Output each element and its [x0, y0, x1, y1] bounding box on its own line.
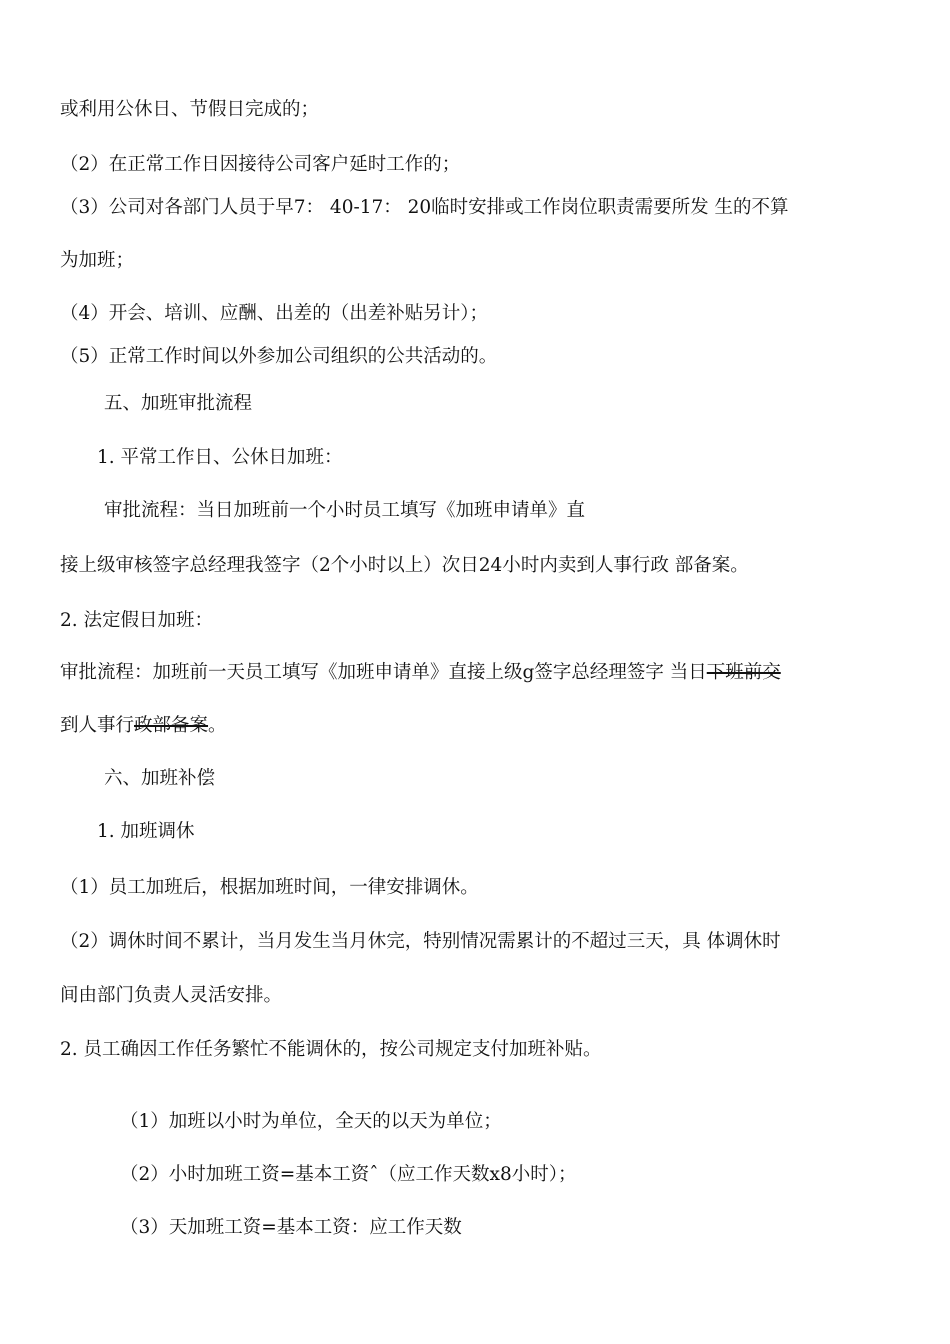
struck-text: 下班前交 — [706, 662, 781, 683]
subsection-heading: 1. 平常工作日、公休日加班： — [97, 447, 343, 468]
paragraph-text: 审批流程：加班前一天员工填写《加班申请单》直接上级g签字总经理签字 当日 — [60, 662, 707, 683]
paragraph-line — [60, 661, 781, 685]
section-heading: 五、加班审批流程 — [104, 393, 253, 414]
paragraph-text: 到人事行 — [60, 715, 135, 736]
list-item: （2）在正常工作日因接待公司客户延时工作的； — [60, 154, 461, 175]
paragraph-line: 接上级审核签字总经理我签字（2个小时以上）次日24小时内卖到人事行政 部备案。 — [60, 555, 749, 576]
paragraph-text: 。 — [208, 715, 227, 736]
text-line: 或利用公休日、节假日完成的； — [60, 99, 320, 120]
subsection-heading: 2. 法定假日加班： — [60, 610, 214, 631]
list-item: （1）加班以小时为单位，全天的以天为单位； — [120, 1111, 502, 1132]
list-item: （2）调休时间不累计，当月发生当月休完，特别情况需累计的不超过三天，具 体调休时 — [60, 931, 781, 952]
subsection-heading: 1. 加班调休 — [97, 821, 195, 842]
section-heading: 六、加班补偿 — [104, 768, 216, 789]
list-item: （4）开会、培训、应酬、出差的（出差补贴另计）； — [60, 303, 489, 324]
text-line: 间由部门负责人灵活安排。 — [60, 985, 283, 1006]
text-line: 为加班； — [60, 250, 135, 271]
struck-text: 政部备案 — [134, 715, 209, 736]
list-item: （5）正常工作时间以外参加公司组织的公共活动的。 — [60, 346, 498, 367]
paragraph-line — [60, 714, 227, 738]
list-item: （2）小时加班工资=基本工资ˆ（应工作天数x8小时）； — [120, 1164, 577, 1185]
list-item: （1）员工加班后，根据加班时间，一律安排调休。 — [60, 877, 479, 898]
paragraph-line: 审批流程：当日加班前一个小时员工填写《加班申请单》直 — [104, 500, 586, 521]
list-item: （3）公司对各部门人员于早7： 40-17： 20临时安排或工作岗位职责需要所发 生的不算 — [60, 197, 789, 218]
list-item: （3）天加班工资=基本工资：应工作天数 — [120, 1217, 462, 1238]
subsection-heading: 2. 员工确因工作任务繁忙不能调休的，按公司规定支付加班补贴。 — [60, 1039, 602, 1060]
